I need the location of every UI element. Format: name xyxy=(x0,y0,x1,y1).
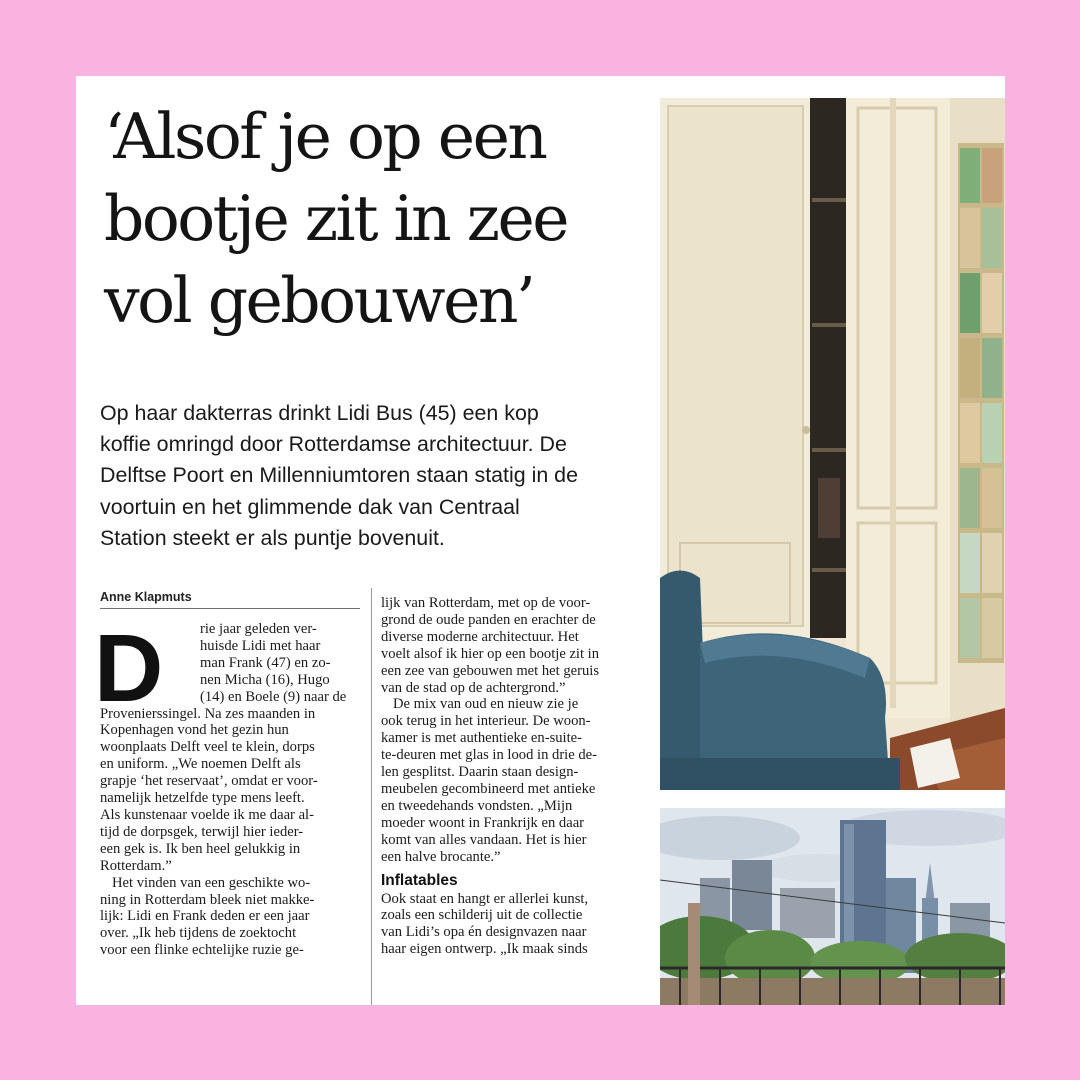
headline xyxy=(104,96,684,342)
body-line: Als kunstenaar voelde ik me daar al- xyxy=(100,806,314,823)
body-line: een gek is. Ik ben heel gelukkig in xyxy=(100,840,301,857)
text-column-1 xyxy=(100,621,362,959)
intro-line: Station steekt er als puntje bovenuit. xyxy=(100,525,445,550)
intro-line: Op haar dakterras drinkt Lidi Bus (45) een kop xyxy=(100,401,539,425)
interior-photo-illustration xyxy=(660,98,1005,790)
skyline-photo xyxy=(660,808,1005,1005)
body-line: grapje ‘het reservaat’, omdat er voor- xyxy=(100,773,318,790)
headline-line: ‘Alsof je op een xyxy=(104,100,546,173)
body-line: rie jaar geleden ver- xyxy=(200,621,317,637)
body-line: Kopenhagen vond het gezin hun xyxy=(100,722,289,739)
body-line: een zee van gebouwen met het geruis xyxy=(381,662,600,679)
body-line: moeder woont in Frankrijk en daar xyxy=(381,814,585,831)
body-line: van Lidi’s opa én designvazen naar xyxy=(381,924,587,941)
author-byline: Anne Klapmuts xyxy=(100,590,360,609)
body-line: diverse moderne architectuur. Het xyxy=(381,628,579,645)
body-line: lijk: Lidi en Frank deden er een jaar xyxy=(100,908,310,925)
intro-line: voortuin en het glimmende dak van Centraal xyxy=(100,494,520,519)
body-line: woonplaats Delft veel te klein, dorps xyxy=(100,739,315,756)
body-line: voelt alsof ik hier op een bootje zit in xyxy=(381,645,600,662)
body-line: Rotterdam.” xyxy=(100,857,172,874)
intro-line: koffie omringd door Rotterdamse architectuur. De xyxy=(100,432,567,457)
subheading: Inflatables xyxy=(381,871,458,889)
newspaper-clipping xyxy=(76,76,1005,1005)
body-line: komt van alles vandaan. Het is hier xyxy=(381,831,587,848)
body-line: meubelen gecombineerd met antieke xyxy=(381,780,596,797)
body-line: lijk van Rotterdam, met op de voor- xyxy=(381,595,591,611)
interior-photo xyxy=(660,98,1005,790)
body-line: over. „Ik heb tijdens de zoektocht xyxy=(100,925,297,942)
body-line: haar eigen ontwerp. „Ik maak sinds xyxy=(381,941,588,958)
body-line: Ook staat en hangt er allerlei kunst, xyxy=(381,890,589,907)
column-divider xyxy=(371,588,372,1005)
body-line: zoals een schilderij uit de collectie xyxy=(381,907,583,924)
body-line: nen Micha (16), Hugo xyxy=(200,671,330,688)
body-line: man Frank (47) en zo- xyxy=(200,654,331,671)
body-line: namelijk hetzelfde type mens leeft. xyxy=(100,790,305,807)
body-line: ook terug in het interieur. De woon- xyxy=(381,713,591,730)
intro-line: Delftse Poort en Millenniumtoren staan statig in de xyxy=(100,463,578,488)
body-line: een halve brocante.” xyxy=(381,848,501,865)
body-line: kamer is met authentieke en-suite- xyxy=(381,730,582,747)
body-line: te-deuren met glas in lood in drie de- xyxy=(381,747,597,764)
drop-cap: D xyxy=(94,615,164,722)
body-line: en tweedehands vondsten. „Mijn xyxy=(381,797,573,814)
text-column-2 xyxy=(381,595,651,958)
body-line: (14) en Boele (9) naar de xyxy=(200,688,347,705)
headline-line: bootje zit in zee xyxy=(104,182,568,255)
body-line: grond de oude panden en erachter de xyxy=(381,611,596,628)
body-line: ning in Rotterdam bleek niet makke- xyxy=(100,891,315,908)
body-line: De mix van oud en nieuw zie je xyxy=(393,696,579,713)
body-line: tijd de dorpsgek, terwijl hier ieder- xyxy=(100,823,304,840)
body-line: huisde Lidi met haar xyxy=(200,637,321,654)
body-line: Provenierssingel. Na zes maanden in xyxy=(100,705,316,722)
body-line: voor een flinke echtelijke ruzie ge- xyxy=(100,942,304,959)
body-line: van de stad op de achtergrond.” xyxy=(381,679,566,696)
headline-line: vol gebouwen’ xyxy=(104,264,534,337)
intro-paragraph xyxy=(100,398,665,554)
body-line: en uniform. „We noemen Delft als xyxy=(100,756,301,773)
skyline-photo-illustration xyxy=(660,808,1005,1005)
body-line: len gesplitst. Daarin staan design- xyxy=(381,764,579,781)
body-line: Het vinden van een geschikte wo- xyxy=(112,874,311,891)
